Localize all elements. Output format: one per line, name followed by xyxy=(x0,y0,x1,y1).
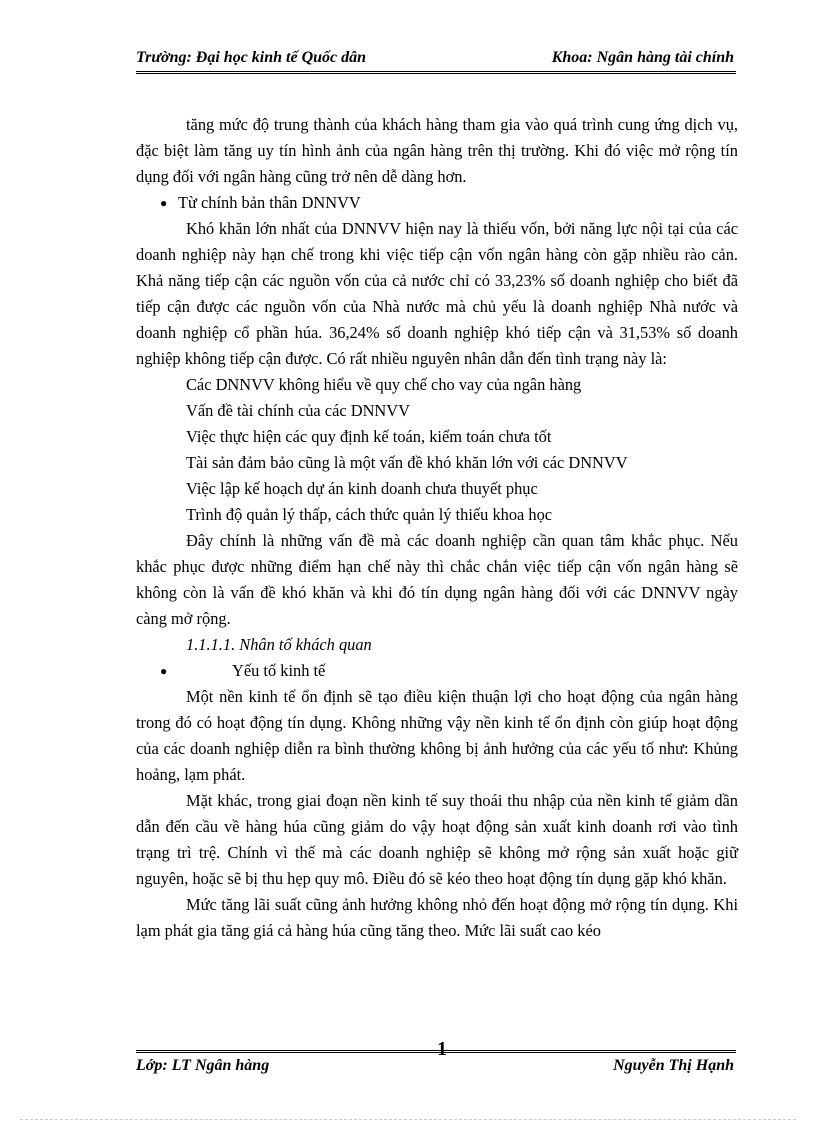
header-faculty: Khoa: Ngân hàng tài chính xyxy=(551,49,734,66)
bullet-icon: ● xyxy=(160,664,168,678)
bullet-item-self xyxy=(136,190,738,216)
header-school: Trường: Đại học kinh tế Quốc dân xyxy=(136,49,367,66)
bullet-item-economy xyxy=(136,658,738,684)
bullet-text: Từ chính bản thân DNNVV xyxy=(178,193,361,212)
paragraph-2: Khó khăn lớn nhất của DNNVV hiện nay là thiếu vốn, bởi năng lực nội tại của các doanh nghiệp này hạn chế trong khi việc tiếp cận vốn ngân hàng còn gặp nhiều rào cản. Khả năng tiếp cận các nguồn vốn của cả nước chỉ có 33,23% số doanh nghiệp cho biết đã tiếp cận được các nguồn vốn của Nhà nước mà chủ yếu là doanh nghiệp Nhà nước và doanh nghiệp cổ phần húa. 36,24% số doanh nghiệp khó tiếp cận và 31,53% số doanh nghiệp không tiếp cận được. Có rất nhiều nguyên nhân dẫn đến tình trạng này là: xyxy=(136,219,738,368)
page-boundary-line xyxy=(20,1119,796,1120)
list-item: Việc lập kế hoạch dự án kinh doanh chưa thuyết phục xyxy=(186,479,538,498)
list-item: Việc thực hiện các quy định kế toán, kiểm toán chưa tốt xyxy=(186,427,552,446)
document-body xyxy=(136,112,738,944)
paragraph-1: tăng mức độ trung thành của khách hàng tham gia vào quá trình cung ứng dịch vụ, đặc biệt làm tăng uy tín hình ảnh của ngân hàng trên thị trường. Khi đó việc mở rộng tín dụng đối với ngân hàng cũng trở nên dễ dàng hơn. xyxy=(136,115,738,186)
footer-divider xyxy=(136,1050,736,1053)
paragraph-4: Một nền kinh tế ổn định sẽ tạo điều kiện thuận lợi cho hoạt động của ngân hàng trong đó có hoạt động tín dụng. Không những vậy nền kinh tế ổn định còn giúp hoạt động của các doanh nghiệp diễn ra bình thường không bị ảnh hưởng của các yếu tố như: Khủng hoảng, lạm phát. xyxy=(136,687,738,784)
section-heading: 1.1.1.1. Nhân tố khách quan xyxy=(186,635,372,654)
page-footer xyxy=(136,1038,734,1078)
page-header xyxy=(136,47,734,69)
list-item: Vấn đề tài chính của các DNNVV xyxy=(186,401,410,420)
list-item: Các DNNVV không hiểu về quy chế cho vay của ngân hàng xyxy=(186,375,582,394)
footer-class: Lớp: LT Ngân hàng xyxy=(136,1057,270,1074)
bullet-icon: ● xyxy=(160,196,168,210)
paragraph-6: Mức tăng lãi suất cũng ảnh hưởng không nhỏ đến hoạt động mở rộng tín dụng. Khi lạm phát gia tăng giá cả hàng húa cũng tăng theo. Mức lãi suất cao kéo xyxy=(136,895,738,940)
footer-author: Nguyễn Thị Hạnh xyxy=(613,1057,734,1074)
list-item: Trình độ quản lý thấp, cách thức quản lý thiếu khoa học xyxy=(186,505,553,524)
bullet-text: Yếu tố kinh tế xyxy=(232,661,326,680)
header-divider xyxy=(136,71,736,74)
paragraph-3: Đây chính là những vấn đề mà các doanh nghiệp cần quan tâm khắc phục. Nếu khắc phục được những điểm hạn chế này thì chắc chắn việc tiếp cận vốn ngân hàng sẽ không còn là vấn đề khó khăn và khi đó tín dụng ngân hàng đối với các DNNVV ngày càng mở rộng. xyxy=(136,531,738,628)
reason-list xyxy=(136,372,738,528)
paragraph-5: Mặt khác, trong giai đoạn nền kinh tế suy thoái thu nhập của nền kinh tế giảm dần dẫn đến cầu về hàng húa cũng giảm do vậy hoạt động sản xuất kinh doanh rơi vào tình trạng trì trệ. Chính vì thế mà các doanh nghiệp sẽ không mở rộng sản xuất hoặc giữ nguyên, hoặc sẽ bị thu hẹp quy mô. Điều đó sẽ kéo theo hoạt động tín dụng gặp khó khăn. xyxy=(136,791,738,888)
list-item: Tài sản đảm bảo cũng là một vấn đề khó khăn lớn với các DNNVV xyxy=(186,453,628,472)
page-number: 1 xyxy=(437,1038,447,1060)
